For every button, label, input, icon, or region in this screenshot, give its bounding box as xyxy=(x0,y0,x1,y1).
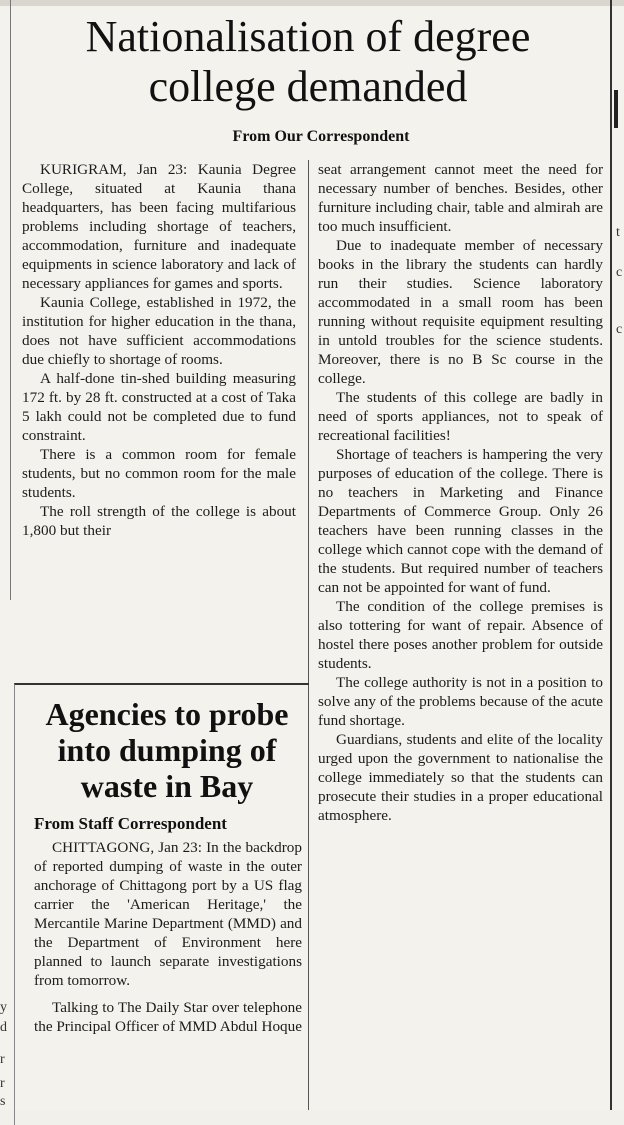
headline-nationalisation xyxy=(18,12,598,112)
headline-line-1: Nationalisation of degree xyxy=(85,12,531,61)
edge-fragment: d xyxy=(0,1020,7,1035)
headline-line-2: into dumping of xyxy=(57,732,277,768)
article1-left-column xyxy=(22,160,296,540)
article2-body xyxy=(34,838,302,1036)
paragraph: A half-done tin-shed building measuring 172 ft. by 28 ft. constructed at a cost of Taka 5 lakh could not be completed due to fund constraint. xyxy=(22,370,296,444)
article1-right-column xyxy=(318,160,603,825)
left-edge-rule xyxy=(10,0,11,600)
byline-correspondent: From Our Correspondent xyxy=(232,128,410,145)
headline-line-3: waste in Bay xyxy=(80,768,254,804)
edge-fragment: r xyxy=(0,1052,5,1067)
paragraph: The condition of the college premises is also tottering for want of repair. Absence of hostel there poses another problem for outside students. xyxy=(318,598,603,672)
paragraph: Guardians, students and elite of the locality urged upon the government to nationalise the college immediately so that the students can prosecute their studies in a proper educational atmosphere. xyxy=(318,731,603,824)
byline-staff-correspondent: From Staff Correspondent xyxy=(34,814,227,833)
edge-fragment: c xyxy=(616,322,623,337)
edge-bar xyxy=(614,90,618,128)
paragraph: There is a common room for female students, but no common room for the male students. xyxy=(22,446,296,501)
paragraph: Due to inadequate member of necessary books in the library the students can hardly run their studies. Science laboratory accommodated in a small room has been running without requisite equipment resulting in untold troubles for the science students. Moreover, there is no B Sc course in the college. xyxy=(318,237,603,387)
edge-fragment: r xyxy=(0,1076,5,1091)
headline-agencies xyxy=(22,696,312,804)
top-border xyxy=(0,0,624,6)
paragraph: CHITTAGONG, Jan 23: In the backdrop of reported dumping of waste in the outer anchorage of Chittagong port by a US flag carrier the 'American Heritage,' the Mercantile Marine Department (MMD) and the Department of Environment here planned to launch separate investigations from tomorrow. xyxy=(34,839,302,989)
paragraph: seat arrangement cannot meet the need for necessary number of benches. Besides, other furniture including chair, table and almirah are too much insufficient. xyxy=(318,161,603,235)
paragraph: The roll strength of the college is about 1,800 but their xyxy=(22,503,296,539)
paragraph: Talking to The Daily Star over telephone the Principal Officer of MMD Abdul Hoque xyxy=(34,999,302,1035)
edge-fragment: t xyxy=(616,225,620,240)
paragraph: The college authority is not in a position to solve any of the problems because of the acute fund shortage. xyxy=(318,674,603,729)
edge-fragment: s xyxy=(0,1094,6,1109)
paragraph: KURIGRAM, Jan 23: Kaunia Degree College, situated at Kaunia thana headquarters, has been facing multifarious problems including shortage of teachers, accommodation, furniture and inadequate equipments in science laboratory and lack of necessary appliances for games and sports. xyxy=(22,161,296,292)
headline-line-2: college demanded xyxy=(148,62,468,111)
paragraph: Kaunia College, established in 1972, the institution for higher education in the thana, does not have sufficient accommodations due chiefly to shortage of rooms. xyxy=(22,294,296,368)
paragraph: The students of this college are badly in need of sports appliances, not to speak of recreational facilities! xyxy=(318,389,603,444)
page-edge-rule xyxy=(610,0,612,1110)
edge-fragment: c xyxy=(616,265,623,280)
headline-line-1: Agencies to probe xyxy=(45,696,289,732)
paragraph: Shortage of teachers is hampering the very purposes of education of the college. There is no teachers in Marketing and Finance Departments of Commerce Group. Only 26 teachers have been running classes in the college which cannot cope with the demand of the students. But required number of teachers can not be appointed for want of fund. xyxy=(318,446,603,596)
edge-fragment: y xyxy=(0,1000,7,1015)
